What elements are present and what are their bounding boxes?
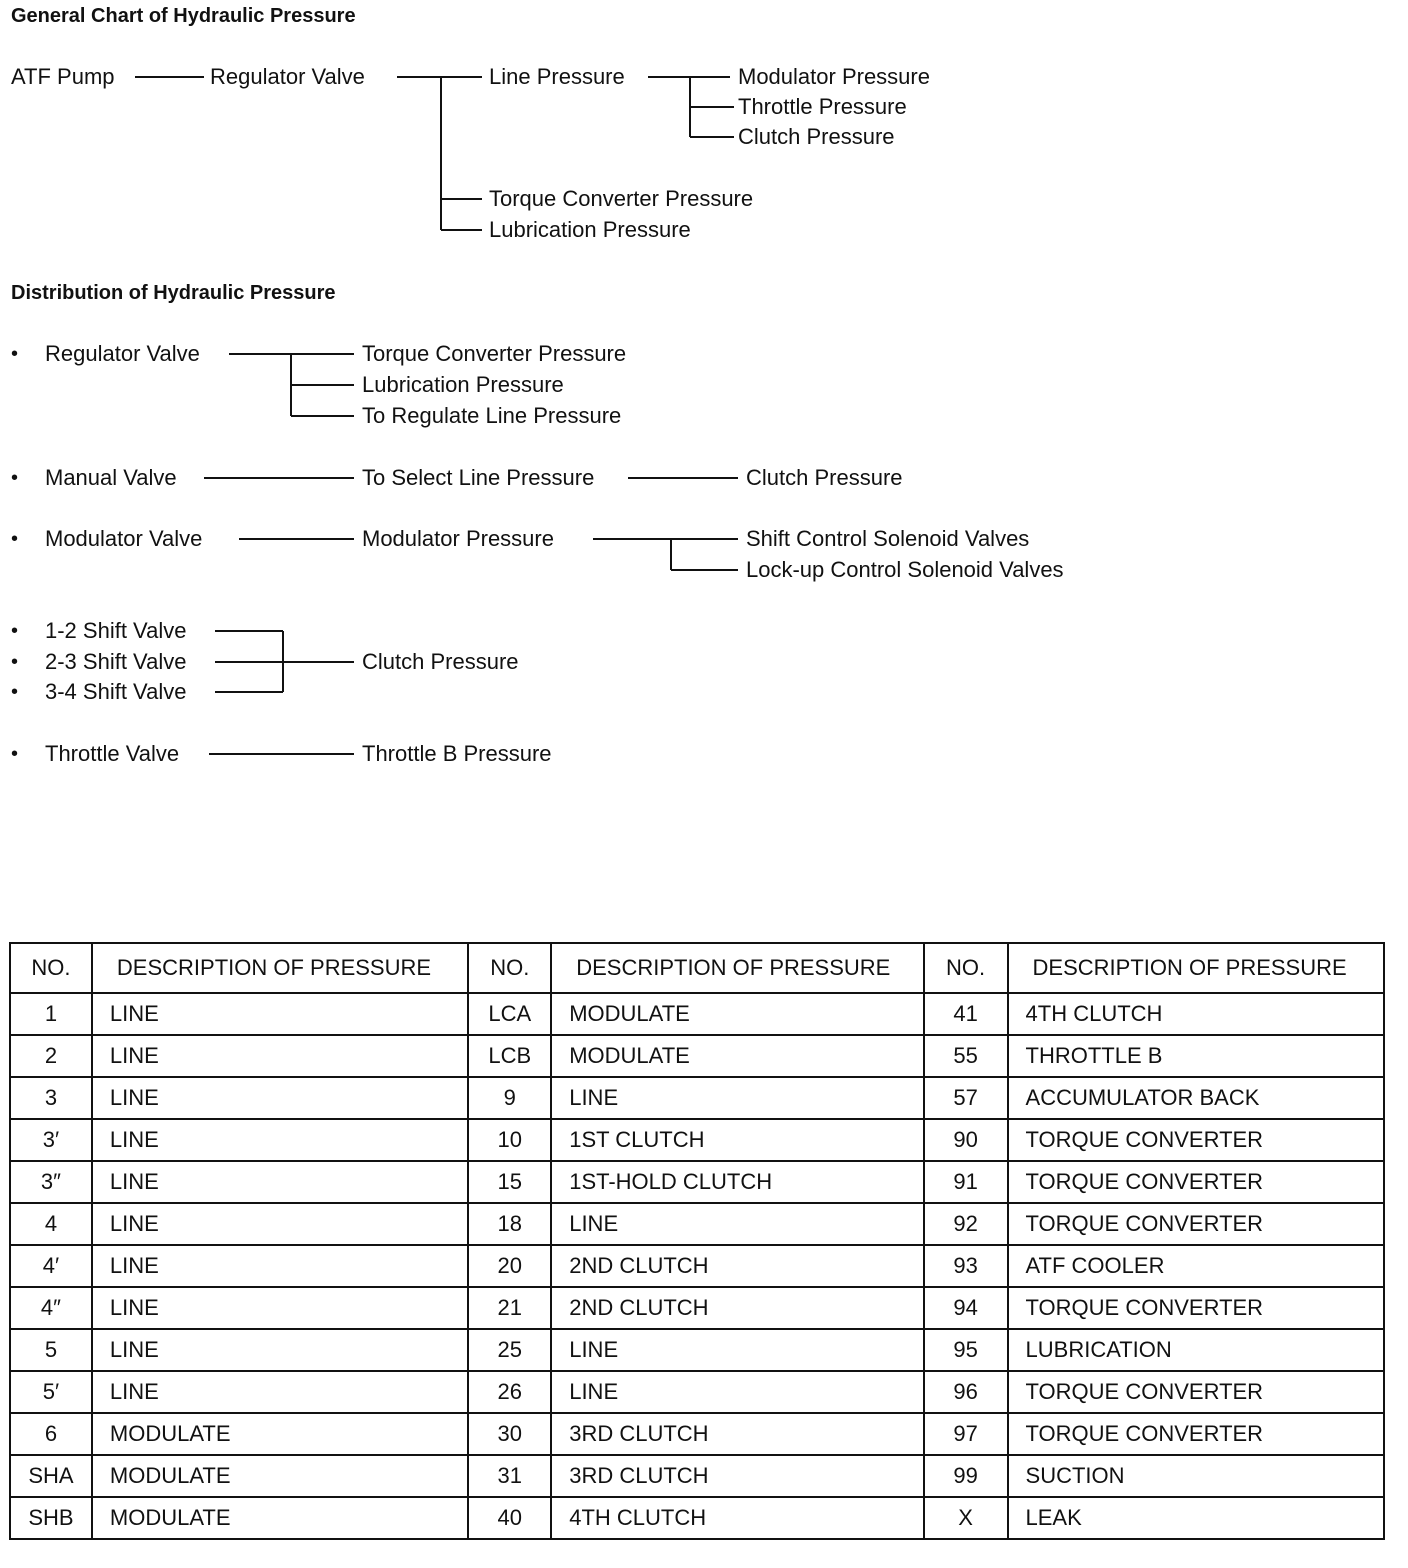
cell-number: 3″: [10, 1161, 92, 1203]
cell-description: LINE: [92, 1119, 468, 1161]
cell-number: 5′: [10, 1371, 92, 1413]
cell-number: 40: [468, 1497, 551, 1539]
cell-number: 94: [924, 1287, 1008, 1329]
modulator-middle-label: Modulator Pressure: [362, 526, 554, 551]
general-chart-title: General Chart of Hydraulic Pressure: [11, 5, 356, 27]
cell-number: LCB: [468, 1035, 551, 1077]
cell-number: 55: [924, 1035, 1008, 1077]
shift-source-1: 1-2 Shift Valve: [45, 618, 187, 643]
cell-description: 1ST CLUTCH: [551, 1119, 923, 1161]
cell-number: SHA: [10, 1455, 92, 1497]
table-row: [10, 993, 1384, 1035]
cell-description: LINE: [92, 1245, 468, 1287]
cell-description: 1ST-HOLD CLUTCH: [551, 1161, 923, 1203]
cell-number: 20: [468, 1245, 551, 1287]
cell-number: 90: [924, 1119, 1008, 1161]
regulator-output-2: Lubrication Pressure: [362, 372, 564, 397]
cell-number: LCA: [468, 993, 551, 1035]
header-no: NO.: [924, 943, 1008, 993]
bullet-marker: •: [11, 620, 19, 642]
table-row: [10, 1245, 1384, 1287]
cell-description: MODULATE: [92, 1413, 468, 1455]
distribution-title: Distribution of Hydraulic Pressure: [11, 282, 336, 304]
table-row: [10, 1371, 1384, 1413]
cell-description: MODULATE: [551, 993, 923, 1035]
header-description: DESCRIPTION OF PRESSURE: [1008, 943, 1384, 993]
header-description: DESCRIPTION OF PRESSURE: [92, 943, 468, 993]
cell-number: 25: [468, 1329, 551, 1371]
cell-number: SHB: [10, 1497, 92, 1539]
cell-description: LINE: [92, 1161, 468, 1203]
cell-description: TORQUE CONVERTER: [1008, 1119, 1384, 1161]
cell-number: 5: [10, 1329, 92, 1371]
modulator-pressure-label: Modulator Pressure: [738, 64, 930, 89]
table-row: [10, 1287, 1384, 1329]
cell-number: 4′: [10, 1245, 92, 1287]
clutch-pressure-label: Clutch Pressure: [738, 124, 895, 149]
manual-source-label: Manual Valve: [45, 465, 177, 490]
cell-description: 3RD CLUTCH: [551, 1413, 923, 1455]
bullet-marker: •: [11, 681, 19, 703]
lubrication-pressure-label: Lubrication Pressure: [489, 217, 691, 242]
cell-description: LINE: [92, 1203, 468, 1245]
cell-number: 3′: [10, 1119, 92, 1161]
shift-source-2: 2-3 Shift Valve: [45, 649, 187, 674]
cell-description: LINE: [92, 1035, 468, 1077]
cell-description: TORQUE CONVERTER: [1008, 1161, 1384, 1203]
table-row: [10, 1413, 1384, 1455]
cell-description: LINE: [551, 1371, 923, 1413]
cell-number: 95: [924, 1329, 1008, 1371]
shift-source-3: 3-4 Shift Valve: [45, 679, 187, 704]
regulator-source-label: Regulator Valve: [45, 341, 200, 366]
cell-number: 30: [468, 1413, 551, 1455]
table-row: [10, 1161, 1384, 1203]
cell-number: 1: [10, 993, 92, 1035]
cell-description: LINE: [551, 1203, 923, 1245]
cell-number: 3: [10, 1077, 92, 1119]
cell-description: 2ND CLUTCH: [551, 1245, 923, 1287]
line-pressure-label: Line Pressure: [489, 64, 625, 89]
modulator-output-1: Shift Control Solenoid Valves: [746, 526, 1030, 551]
modulator-source-label: Modulator Valve: [45, 526, 203, 551]
bullet-marker: •: [11, 528, 19, 550]
regulator-output-1: Torque Converter Pressure: [362, 341, 627, 366]
cell-description: MODULATE: [551, 1035, 923, 1077]
cell-number: 2: [10, 1035, 92, 1077]
cell-description: 3RD CLUTCH: [551, 1455, 923, 1497]
table-row: [10, 1455, 1384, 1497]
cell-number: 57: [924, 1077, 1008, 1119]
cell-number: 4: [10, 1203, 92, 1245]
table-body: [10, 993, 1384, 1539]
throttle-output-label: Throttle B Pressure: [362, 741, 552, 766]
cell-number: 97: [924, 1413, 1008, 1455]
table-row: [10, 1077, 1384, 1119]
table-row: [10, 1497, 1384, 1539]
manual-output-label: Clutch Pressure: [746, 465, 903, 490]
bullet-marker: •: [11, 743, 19, 765]
pressure-description-table: [9, 942, 1385, 1540]
cell-description: LINE: [551, 1329, 923, 1371]
regulator-valve-label: Regulator Valve: [210, 64, 365, 89]
cell-description: LINE: [92, 1287, 468, 1329]
table-row: [10, 1119, 1384, 1161]
cell-description: LINE: [92, 1077, 468, 1119]
cell-number: 6: [10, 1413, 92, 1455]
cell-number: 31: [468, 1455, 551, 1497]
cell-number: 26: [468, 1371, 551, 1413]
cell-description: TORQUE CONVERTER: [1008, 1287, 1384, 1329]
cell-description: TORQUE CONVERTER: [1008, 1413, 1384, 1455]
cell-number: 41: [924, 993, 1008, 1035]
bullet-marker: •: [11, 467, 19, 489]
cell-description: MODULATE: [92, 1455, 468, 1497]
cell-description: ATF COOLER: [1008, 1245, 1384, 1287]
cell-description: TORQUE CONVERTER: [1008, 1371, 1384, 1413]
cell-number: 4″: [10, 1287, 92, 1329]
cell-number: 91: [924, 1161, 1008, 1203]
table-row: [10, 1203, 1384, 1245]
atf-pump-label: ATF Pump: [11, 64, 115, 89]
cell-number: 15: [468, 1161, 551, 1203]
cell-description: LINE: [551, 1077, 923, 1119]
throttle-source-label: Throttle Valve: [45, 741, 180, 766]
bullet-marker: •: [11, 343, 19, 365]
table-row: [10, 1329, 1384, 1371]
cell-description: TORQUE CONVERTER: [1008, 1203, 1384, 1245]
regulator-output-3: To Regulate Line Pressure: [362, 403, 622, 428]
cell-number: 92: [924, 1203, 1008, 1245]
cell-number: X: [924, 1497, 1008, 1539]
cell-description: 4TH CLUTCH: [1008, 993, 1384, 1035]
header-no: NO.: [468, 943, 551, 993]
modulator-output-2: Lock-up Control Solenoid Valves: [746, 557, 1064, 582]
cell-description: ACCUMULATOR BACK: [1008, 1077, 1384, 1119]
cell-number: 21: [468, 1287, 551, 1329]
cell-number: 9: [468, 1077, 551, 1119]
header-description: DESCRIPTION OF PRESSURE: [551, 943, 923, 993]
table-header-row: [10, 943, 1384, 993]
manual-middle-label: To Select Line Pressure: [362, 465, 595, 490]
table-row: [10, 1035, 1384, 1077]
cell-description: LINE: [92, 1329, 468, 1371]
throttle-pressure-label: Throttle Pressure: [738, 94, 907, 119]
bullet-marker: •: [11, 651, 19, 673]
cell-description: 4TH CLUTCH: [551, 1497, 923, 1539]
header-no: NO.: [10, 943, 92, 993]
cell-description: LINE: [92, 993, 468, 1035]
cell-description: 2ND CLUTCH: [551, 1287, 923, 1329]
shift-output-label: Clutch Pressure: [362, 649, 519, 674]
cell-number: 93: [924, 1245, 1008, 1287]
cell-description: LEAK: [1008, 1497, 1384, 1539]
cell-description: LINE: [92, 1371, 468, 1413]
cell-description: LUBRICATION: [1008, 1329, 1384, 1371]
cell-number: 10: [468, 1119, 551, 1161]
cell-number: 99: [924, 1455, 1008, 1497]
cell-description: THROTTLE B: [1008, 1035, 1384, 1077]
cell-description: MODULATE: [92, 1497, 468, 1539]
cell-number: 96: [924, 1371, 1008, 1413]
torque-converter-pressure-label: Torque Converter Pressure: [489, 186, 754, 211]
cell-description: SUCTION: [1008, 1455, 1384, 1497]
cell-number: 18: [468, 1203, 551, 1245]
